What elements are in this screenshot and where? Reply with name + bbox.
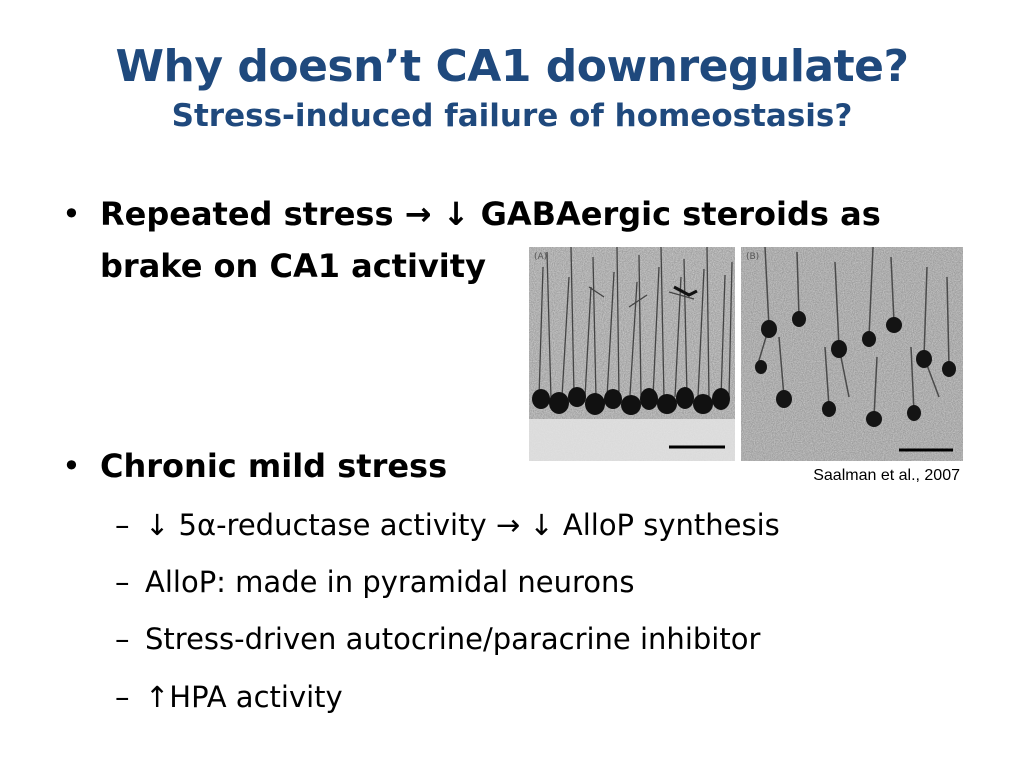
figure-caption: Saalman et al., 2007 [813, 467, 960, 484]
subbullet-text: ↑HPA activity [145, 680, 343, 714]
subbullet-allop-made [115, 562, 635, 602]
micrograph-panel-a [529, 247, 735, 461]
title-subtitle: Stress-induced failure of homeostasis? [171, 98, 853, 134]
bullet-text: Repeated stress → ↓ GABAergic steroids as brake on CA1 activity [100, 195, 881, 285]
subbullet-5a-reductase [115, 505, 780, 545]
subbullet-text: Stress-driven autocrine/paracrine inhibitor [145, 622, 761, 656]
panel-b-label: (B) [746, 252, 760, 262]
subbullet-hpa-activity [115, 677, 343, 717]
slide-title [0, 38, 1024, 136]
bullet-text: Chronic mild stress [100, 447, 448, 485]
panel-a-label: (A) [534, 252, 548, 262]
subbullet-text: AlloP: made in pyramidal neurons [145, 565, 635, 599]
subbullet-marker: – [115, 680, 130, 714]
bullet-marker: • [62, 195, 81, 233]
subbullet-marker: – [115, 622, 130, 656]
subbullet-text: ↓ 5α-reductase activity → ↓ AlloP synthesis [145, 508, 780, 542]
title-main: Why doesn’t CA1 downregulate? [115, 41, 909, 92]
bullet-chronic-mild-stress [62, 440, 520, 492]
micrograph-panel-b [741, 247, 963, 461]
micrograph-figure [529, 247, 963, 461]
bullet-marker: • [62, 447, 81, 485]
subbullet-marker: – [115, 508, 130, 542]
subbullet-marker: – [115, 565, 130, 599]
subbullet-stress-driven [115, 619, 761, 659]
